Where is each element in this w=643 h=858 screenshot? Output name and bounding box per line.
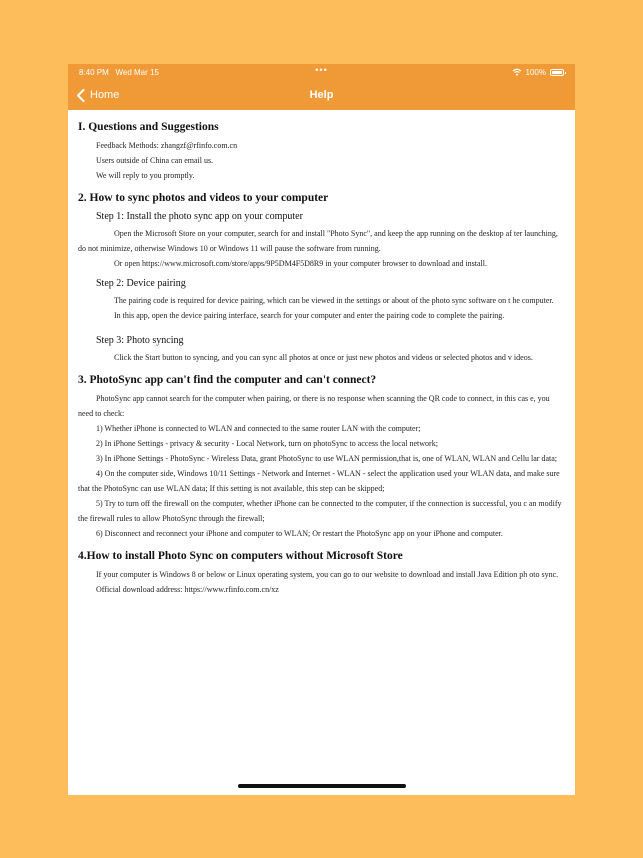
check-item-2: 2) In iPhone Settings - privacy & security - Local Network, turn on photoSync to access the local network; xyxy=(96,439,438,448)
check-item-3: 3) In iPhone Settings - PhotoSync - Wireless Data, grant PhotoSync to use WLAN permission,that is, one of WLAN, WLAN and Cellu lar data; xyxy=(96,454,558,463)
step-3 xyxy=(78,335,565,365)
battery-percent: 100% xyxy=(525,67,546,77)
section-4-paragraph-1: If your computer is Windows 8 or below or Linux operating system, you can go to our website to download and install Java Edition ph oto sync. xyxy=(96,570,559,579)
step-2-paragraph-2: In this app, open the device pairing interface, search for your computer and enter the pairing code to complete the pairing. xyxy=(114,311,505,320)
back-label: Home xyxy=(90,89,120,101)
wifi-icon xyxy=(512,68,522,76)
section-4-paragraph-2: Official download address: https://www.rfinfo.com.cn/xz xyxy=(96,585,279,594)
feedback-line: Feedback Methods: zhangzf@rfinfo.com.cn xyxy=(96,141,238,150)
step-1-paragraph-2: Or open https://www.microsoft.com/store/apps/9P5DM4F5D8R9 in your computer browser to download and install. xyxy=(114,259,487,268)
home-indicator[interactable] xyxy=(238,784,406,788)
section-2-title: 2. How to sync photos and videos to your computer xyxy=(78,192,329,204)
email-line: Users outside of China can email us. xyxy=(96,156,214,165)
step-3-paragraph-1: Click the Start button to syncing, and you can sync all photos at once or just new photos and videos or selected photos and v ideos. xyxy=(114,353,533,362)
navigation-bar xyxy=(68,80,575,110)
step-1 xyxy=(78,211,565,271)
step-2-paragraph-1: The pairing code is required for device pairing, which can be viewed in the settings or about of the photo sync software on t he computer. xyxy=(114,296,554,305)
help-content xyxy=(68,110,575,597)
section-4-title: 4.How to install Photo Sync on computers without Microsoft Store xyxy=(78,550,403,562)
step-3-title: Step 3: Photo syncing xyxy=(96,335,184,346)
reply-line: We will reply to you promptly. xyxy=(96,171,195,180)
check-item-4: 4) On the computer side, Windows 10/11 Settings - Network and Internet - WLAN - select the application used your WLAN data, and make sure that the PhotoSync can use WLAN data; If this setting is not available, this step can be skipped; xyxy=(78,469,560,493)
status-right xyxy=(512,68,564,77)
status-left xyxy=(79,68,159,77)
page-title: Help xyxy=(309,89,334,101)
check-item-5: 5) Try to turn off the firewall on the computer, whether iPhone can be connected to the computer, if the connection is successful, you c an modify the firewall rules to allow PhotoSync through the firewall; xyxy=(78,499,562,523)
section-3-intro: PhotoSync app cannot search for the computer when pairing, or there is no response when scanning the QR code to connect, in this cas e, you need to check: xyxy=(78,394,550,418)
status-time: 8:40 PM xyxy=(79,67,109,77)
check-item-6: 6) Disconnect and reconnect your iPhone and computer to WLAN; Or restart the PhotoSync app on your iPhone and computer. xyxy=(96,529,503,538)
status-date: Wed Mar 15 xyxy=(115,67,159,77)
check-item-1: 1) Whether iPhone is connected to WLAN and connected to the same router LAN with the computer; xyxy=(96,424,421,433)
section-1-title: I. Questions and Suggestions xyxy=(78,121,219,133)
chevron-left-icon xyxy=(76,89,85,102)
multitask-dots-icon[interactable]: ••• xyxy=(315,65,328,75)
ipad-screen xyxy=(68,64,575,795)
back-button[interactable] xyxy=(68,89,119,102)
step-1-title: Step 1: Install the photo sync app on your computer xyxy=(96,211,303,222)
battery-icon xyxy=(550,69,564,76)
step-2-title: Step 2: Device pairing xyxy=(96,278,186,289)
step-1-paragraph-1: Open the Microsoft Store on your computer, search for and install "Photo Sync", and keep the app running on the desktop af ter launching, do not minimize, otherwise Windows 10 or Windows 11 will pause the software from running. xyxy=(78,229,558,253)
status-bar xyxy=(68,64,575,80)
step-2 xyxy=(78,278,565,323)
section-3-title: 3. PhotoSync app can't find the computer and can't connect? xyxy=(78,374,377,386)
